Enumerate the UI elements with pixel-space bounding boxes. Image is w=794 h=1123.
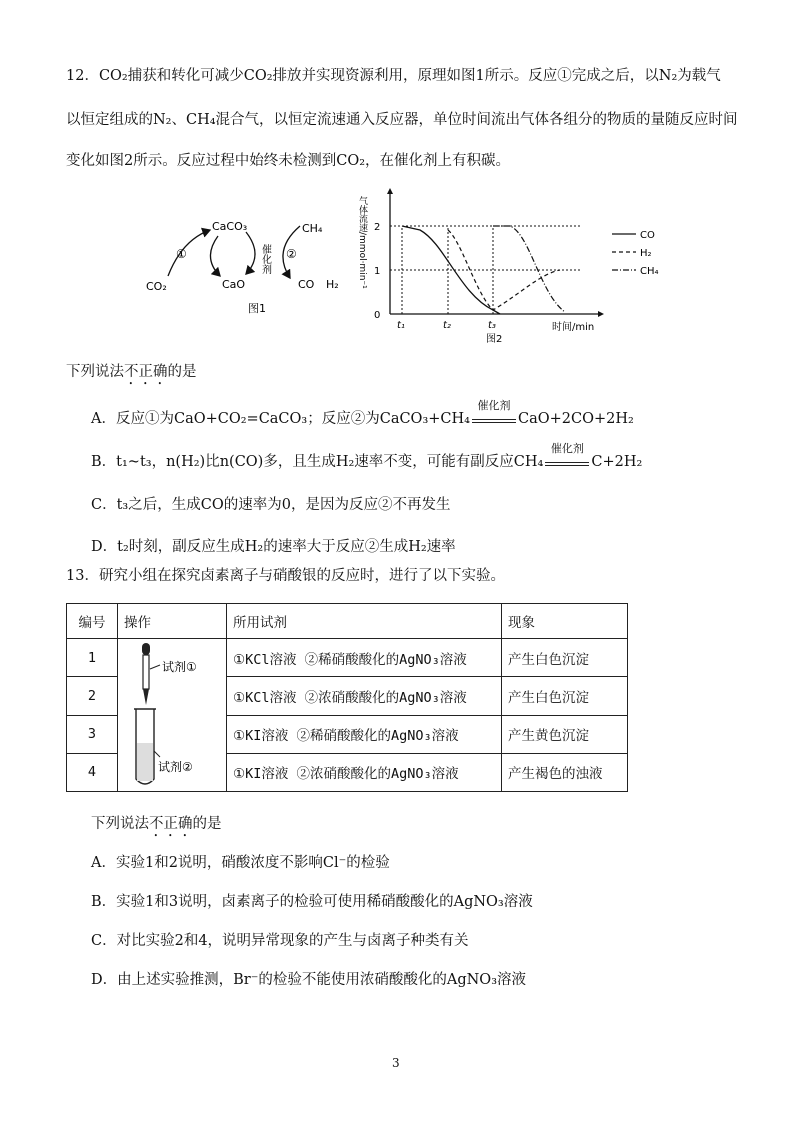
q12-line2: 以恒定组成的N₂、CH₄混合气，以恒定流速通入反应器，单位时间流出气体各组分的物质的量随反应时间 [66, 112, 738, 128]
y-tick-label: 1 [374, 266, 381, 277]
reagent-1-label: 试剂① [162, 660, 197, 674]
page-number: 3 [392, 1056, 400, 1070]
fig1-caco3: CaCO₃ [212, 220, 248, 233]
fig1-ch4: CH₄ [302, 222, 323, 235]
fig1-cao: CaO [222, 278, 246, 291]
legend-label: H₂ [640, 248, 652, 259]
x-tick-label: t₁ [397, 320, 405, 331]
q12-line1: 12．CO₂捕获和转化可减少CO₂排放并实现资源利用，原理如图1所示。反应①完成之后，以N₂为载气 [66, 68, 721, 84]
fig1-arrow-right [246, 232, 255, 274]
series-ch4-line [493, 226, 565, 312]
q13-option-d: D．由上述实验推测，Br⁻的检验不能使用浓硝酸酸化的AgNO₃溶液 [91, 972, 527, 988]
fig1-caption: 图1 [248, 302, 266, 315]
q13-intro: 13．研究小组在探究卤素离子与硝酸银的反应时，进行了以下实验。 [66, 568, 505, 584]
row-number: 4 [67, 753, 118, 791]
header-phenomenon: 现象 [502, 604, 628, 639]
figure-1-cycle-diagram [140, 210, 350, 320]
experiment-table [66, 603, 628, 792]
q12-stem: 下列说法不正确的是 [66, 364, 197, 380]
x-tick-label: t₃ [488, 320, 496, 331]
row-reagents: ①KI溶液 ②稀硝酸酸化的AgNO₃溶液 [227, 715, 502, 753]
reagent-2-label: 试剂② [158, 760, 193, 774]
dropper-tube-icon [124, 639, 220, 787]
fig1-circle-1: ① [176, 247, 187, 261]
y-tick-label: 2 [374, 222, 381, 233]
x-tick-label: t₂ [443, 320, 451, 331]
q12-option-c: C．t₃之后，生成CO的速率为0，是因为反应②不再发生 [91, 497, 451, 513]
fig1-h2: H₂ [326, 278, 339, 291]
row-phenomenon: 产生白色沉淀 [502, 639, 628, 677]
q12-option-a: A．反应①为CaO+CO₂=CaCO₃；反应②为CaCO₃+CH₄ 催化剂 CaO+2CO+2H₂ [91, 399, 634, 427]
table-header-row [67, 604, 628, 639]
row-phenomenon: 产生黄色沉淀 [502, 715, 628, 753]
row-number: 2 [67, 677, 118, 715]
y-tick-label: 0 [374, 310, 381, 321]
row-phenomenon: 产生褐色的浊液 [502, 753, 628, 791]
fig1-co: CO [298, 278, 315, 291]
row-reagents: ①KCl溶液 ②浓硝酸酸化的AgNO₃溶液 [227, 677, 502, 715]
header-operation: 操作 [118, 604, 227, 639]
q13-stem: 下列说法不正确的是 [91, 816, 222, 832]
figure-2-chart [350, 186, 680, 346]
fig1-co2: CO₂ [146, 280, 167, 293]
y-axis-label: 气体流速/mmol·min⁻¹ [357, 196, 367, 289]
header-number: 编号 [67, 604, 118, 639]
operation-illustration [118, 639, 227, 792]
row-number: 1 [67, 639, 118, 677]
x-axis-arrow [598, 311, 604, 317]
row-phenomenon: 产生白色沉淀 [502, 677, 628, 715]
legend-label: CH₄ [640, 266, 659, 277]
fig1-circle-2: ② [286, 247, 297, 261]
q12-option-b: B．t₁~t₃，n(H₂)比n(CO)多，且生成H₂速率不变，可能有副反应CH₄ 催化剂 C+2H₂ [91, 442, 643, 470]
q12-line3: 变化如图2所示。反应过程中始终未检测到CO₂，在催化剂上有积碳。 [66, 153, 511, 169]
q13-option-c: C．对比实验2和4，说明异常现象的产生与卤离子种类有关 [91, 933, 469, 949]
fig1-arrow-left [168, 230, 210, 276]
row-number: 3 [67, 715, 118, 753]
q13-option-a: A．实验1和2说明，硝酸浓度不影响Cl⁻的检验 [91, 855, 390, 871]
q13-option-b: B．实验1和3说明，卤素离子的检验可使用稀硝酸酸化的AgNO₃溶液 [91, 894, 533, 910]
legend-label: CO [640, 230, 655, 241]
fig1-catalyst-label: 催化剂 [259, 244, 271, 274]
q12-option-d: D．t₂时刻，副反应生成H₂的速率大于反应②生成H₂速率 [91, 539, 456, 555]
table-row [67, 639, 628, 677]
x-axis-label: 时间/min [552, 322, 595, 333]
fig1-arrow-left-down [210, 236, 220, 276]
row-reagents: ①KCl溶液 ②稀硝酸酸化的AgNO₃溶液 [227, 639, 502, 677]
y-axis-arrow [387, 188, 393, 194]
header-reagents: 所用试剂 [227, 604, 502, 639]
figure-2-caption: 图2 [486, 334, 503, 345]
row-reagents: ①KI溶液 ②浓硝酸酸化的AgNO₃溶液 [227, 753, 502, 791]
